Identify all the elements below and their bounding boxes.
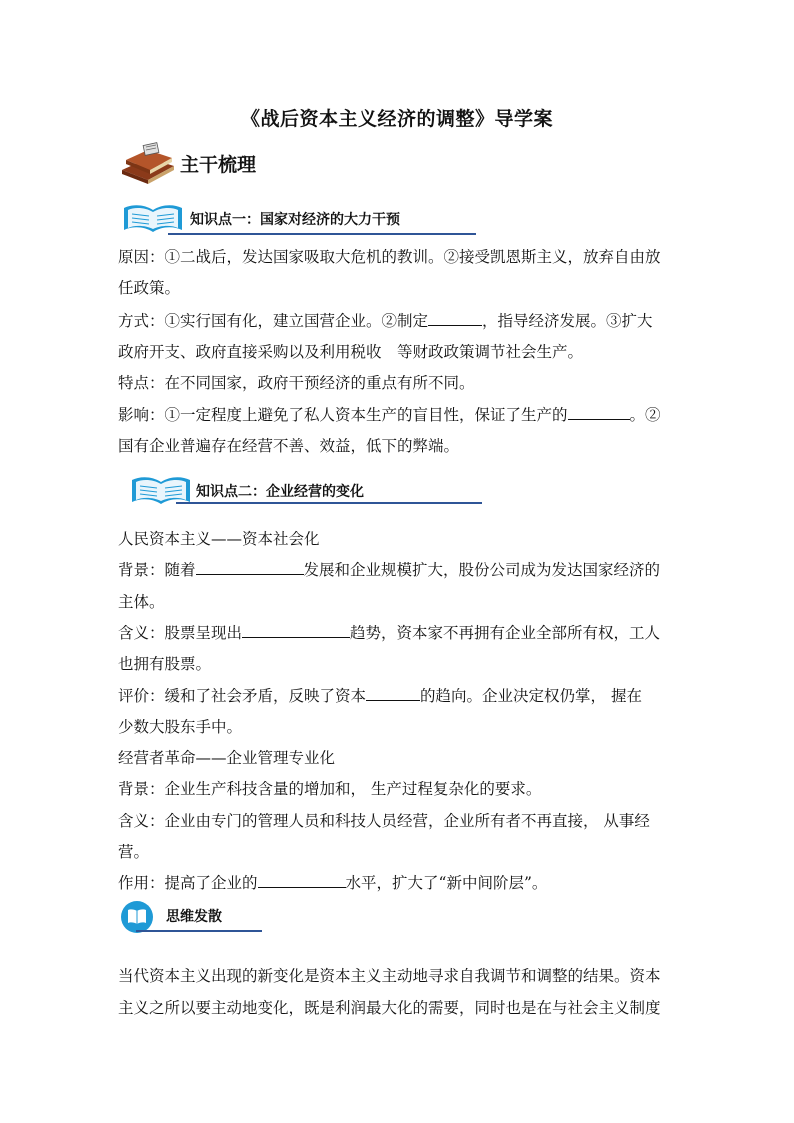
s1-line-7: 国有企业普遍存在经营不善、效益，低下的弊端。 (118, 437, 460, 455)
s1-line-3a: 方式：①实行国有化，建立国营企业。②制定 (118, 312, 429, 330)
open-book-icon (122, 202, 184, 234)
book-stack-icon (118, 140, 178, 184)
s3-line-1: 当代资本主义出现的新变化是资本主义主动地寻求自我调节和调整的结果。资本 (118, 967, 661, 985)
fill-blank[interactable] (242, 623, 350, 638)
section1-title: 知识点一：国家对经济的大力干预 (190, 212, 400, 228)
s2-line-3: 主体。 (118, 593, 165, 611)
s2-line-6 (118, 686, 642, 706)
section1-rule (168, 233, 476, 235)
s2-line-2a: 背景：随着 (118, 561, 196, 579)
fill-blank[interactable] (568, 405, 630, 420)
s2-line-8: 经营者革命——企业管理专业化 (118, 749, 336, 767)
s2-line-2b: 发展和企业规模扩大，股份公司成为发达国家经济的 (303, 561, 661, 579)
s2-line-5: 也拥有股票。 (118, 655, 212, 673)
fill-blank[interactable] (258, 873, 346, 888)
section2-header (126, 474, 486, 508)
s2-line-1: 人民资本主义——资本社会化 (118, 530, 320, 548)
section3-header (118, 900, 268, 934)
s1-line-3 (118, 311, 653, 331)
section3-title: 思维发散 (166, 909, 222, 925)
fill-blank[interactable] (196, 560, 304, 575)
s1-line-6 (118, 405, 661, 425)
s2-line-9: 背景：企业生产科技含量的增加和， 生产过程复杂化的要求。 (118, 780, 542, 798)
s1-line-4: 政府开支、政府直接采购以及利用税收 等财政政策调节社会生产。 (118, 343, 584, 361)
s2-line-12a: 作用：提高了企业的 (118, 874, 258, 892)
s2-line-12 (118, 873, 547, 893)
s1-line-2: 任政策。 (118, 279, 181, 297)
fill-blank[interactable] (366, 686, 420, 701)
s2-line-4a: 含义：股票呈现出 (118, 624, 243, 642)
section2-rule (176, 502, 482, 504)
fill-blank[interactable] (428, 311, 482, 326)
s1-line-1: 原因：①二战后，发达国家吸取大危机的教训。②接受凯恩斯主义，放弃自由放 (118, 248, 661, 266)
s1-line-5: 特点：在不同国家，政府干预经济的重点有所不同。 (118, 374, 475, 392)
s2-line-2 (118, 560, 660, 580)
s3-line-2: 主义之所以要主动地变化，既是利润最大化的需要，同时也是在与社会主义制度 (118, 999, 661, 1017)
section3-rule (136, 930, 262, 932)
main-section-title: 主干梳理 (180, 154, 257, 176)
s1-line-3b: ，指导经济发展。③扩大 (482, 312, 653, 330)
s2-line-6b: 的趋向。企业决定权仍掌， 握在 (420, 687, 642, 705)
section1-header (118, 202, 478, 236)
s2-line-6a: 评价：缓和了社会矛盾，反映了资本 (118, 687, 367, 705)
s2-line-7: 少数大股东手中。 (118, 718, 243, 736)
s2-line-11: 营。 (118, 843, 150, 861)
s2-line-4b: 趋势，资本家不再拥有企业全部所有权，工人 (350, 624, 661, 642)
s2-line-10: 含义：企业由专门的管理人员和科技人员经营，企业所有者不再直接， 从事经 (118, 812, 650, 830)
s1-line-6b: 。② (629, 406, 661, 424)
page-title: 《战后资本主义经济的调整》导学案 (240, 108, 553, 130)
book-circle-icon (120, 900, 154, 934)
section2-title: 知识点二：企业经营的变化 (196, 484, 364, 500)
s2-line-12b: 水平，扩大了“新中间阶层”。 (345, 874, 548, 892)
s2-line-4 (118, 623, 660, 643)
s1-line-6a: 影响：①一定程度上避免了私人资本生产的盲目性，保证了生产的 (118, 406, 568, 424)
